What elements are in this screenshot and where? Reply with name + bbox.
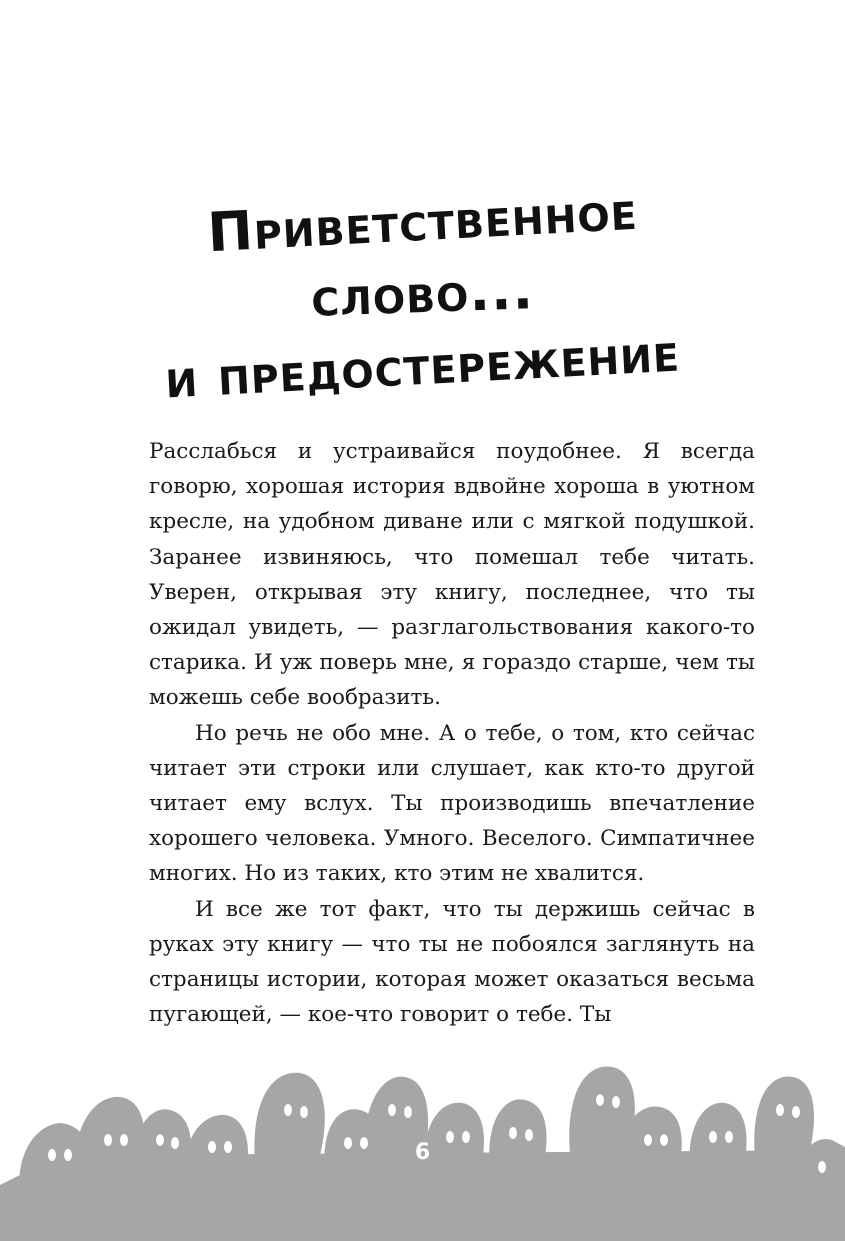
paragraph-1: Расслабься и устраивайся поудобнее. Я всегда говорю, хорошая история вдвойне хороша в уютном кресле, на удобном диване или с мягкой подушкой. Заранее извиняюсь, что помешал тебе читать. Уверен, открывая эту книгу, последнее, что ты ожидал увидеть, — разглагольствования какого-то старика. И уж поверь мне, я гораздо старше, чем ты можешь себе вообразить.	[149, 439, 755, 711]
body-text	[149, 434, 755, 1032]
chapter-title-line-3: и предостережение	[163, 320, 682, 411]
chapter-title-line-2: слово...	[310, 258, 535, 330]
page-number: 6	[414, 1140, 431, 1165]
paragraph-2: Но речь не обо мне. А о тебе, о том, кто сейчас читает эти строки или слушает, как кто-то другой читает ему вслух. Ты производишь впечатление хорошего человека. Умного. Веселого. Симпатичнее многих. Но из таких, кто этим не хвалится.	[149, 720, 755, 887]
chapter-title	[0, 178, 845, 411]
paragraph-3: И все же тот факт, что ты держишь сейчас в руках эту книгу — что ты не побоялся заглянуть на страницы истории, которая может оказаться весьма пугающей, — кое-что говорит о тебе. Ты	[149, 896, 755, 1028]
chapter-title-line-1: Приветственное	[205, 178, 639, 265]
